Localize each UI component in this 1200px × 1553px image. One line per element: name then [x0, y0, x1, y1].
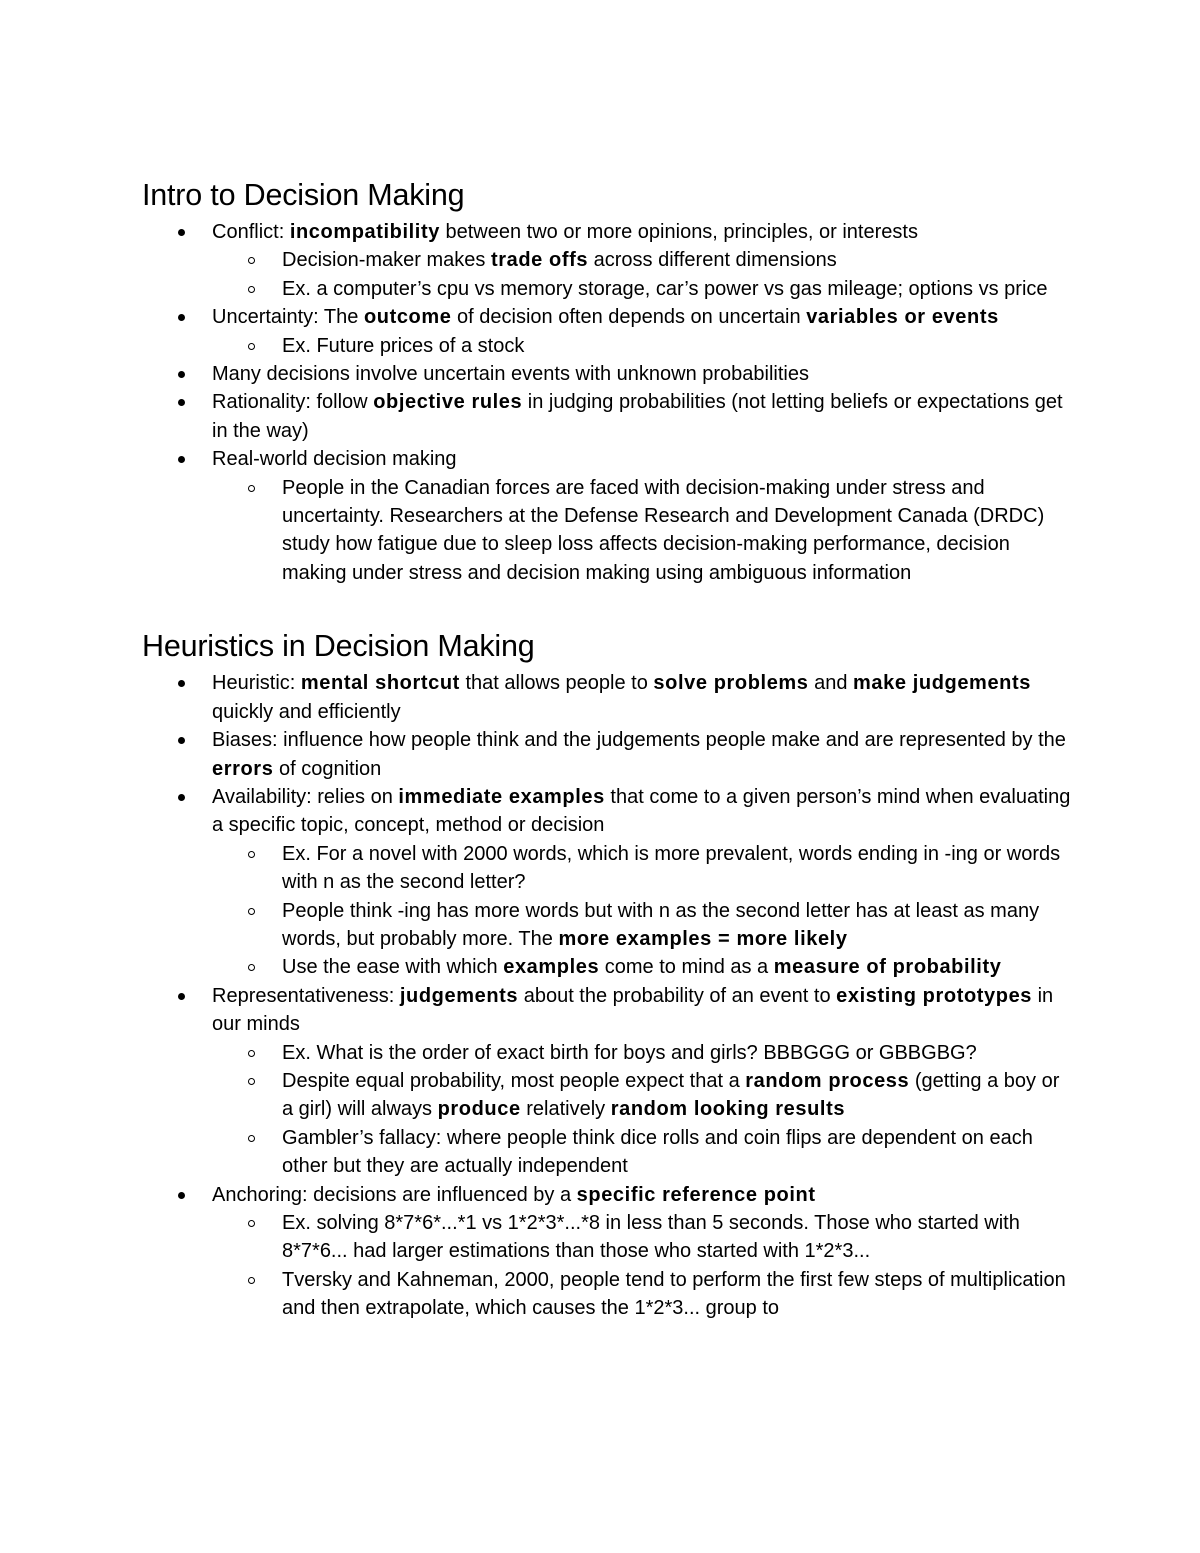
- bold-term: judgements: [399, 984, 519, 1007]
- text-segment: Many decisions involve uncertain events with unknown probabilities: [212, 363, 809, 386]
- bold-term: produce: [437, 1098, 521, 1121]
- text-segment: come to mind as a: [599, 956, 774, 979]
- list-item: [142, 360, 1072, 388]
- bold-term: trade offs: [490, 249, 589, 272]
- hollow-bullet-icon: [248, 851, 255, 858]
- item-text: [212, 218, 1072, 246]
- text-segment: Anchoring: decisions are influenced by a: [212, 1183, 577, 1206]
- filled-bullet-icon: [178, 1192, 185, 1199]
- item-text: [212, 388, 1072, 445]
- filled-bullet-icon: [178, 794, 185, 801]
- filled-bullet-icon: [178, 456, 185, 463]
- hollow-bullet-icon: [248, 257, 255, 264]
- item-text: [212, 783, 1072, 840]
- text-segment: in judging probabilities (not letting beliefs or expectations get in the way): [212, 391, 1063, 442]
- hollow-bullet-icon: [248, 286, 255, 293]
- bold-term: variables or events: [806, 306, 999, 329]
- sub-list-item: [142, 1039, 1072, 1067]
- bullet-list: [142, 218, 1072, 587]
- text-segment: that allows people to: [459, 672, 654, 695]
- text-segment: of cognition: [273, 757, 382, 780]
- bold-term: make judgements: [853, 672, 1031, 695]
- list-item: [142, 1181, 1072, 1209]
- sub-list-item: [142, 953, 1072, 981]
- sub-list-item: [142, 1209, 1072, 1266]
- filled-bullet-icon: [178, 993, 185, 1000]
- hollow-bullet-icon: [248, 1277, 255, 1284]
- item-text: [282, 1067, 1072, 1124]
- bold-term: errors: [212, 757, 274, 780]
- sub-list-item: [142, 332, 1072, 360]
- filled-bullet-icon: [178, 371, 185, 378]
- sub-list-item: [142, 897, 1072, 954]
- bold-term: measure of probability: [773, 956, 1002, 979]
- item-text: [212, 303, 1072, 331]
- text-segment: People in the Canadian forces are faced with decision-making under stress and uncertainty. Researchers at the Defense Research and Development Canada (DRDC) study how fatigue due to sleep loss affects decision-making performance, decision making under stress and decision making using ambiguous information: [282, 476, 1045, 584]
- bold-term: outcome: [363, 306, 452, 329]
- sub-list-item: [142, 275, 1072, 303]
- item-text: [212, 669, 1072, 726]
- list-item: [142, 445, 1072, 473]
- item-text: [282, 953, 1072, 981]
- item-text: [282, 332, 1072, 360]
- bold-term: solve problems: [653, 672, 809, 695]
- section-heading: Heuristics in Decision Making: [142, 629, 535, 664]
- hollow-bullet-icon: [248, 964, 255, 971]
- hollow-bullet-icon: [248, 1220, 255, 1227]
- hollow-bullet-icon: [248, 1135, 255, 1142]
- bullet-list: [142, 669, 1072, 1322]
- bold-term: random process: [745, 1069, 910, 1092]
- hollow-bullet-icon: [248, 1078, 255, 1085]
- hollow-bullet-icon: [248, 1050, 255, 1057]
- item-text: [212, 982, 1072, 1039]
- bold-term: specific reference point: [576, 1183, 816, 1206]
- text-segment: Representativeness:: [212, 984, 400, 1007]
- item-text: [212, 1181, 1072, 1209]
- document-body: [142, 172, 1072, 1323]
- text-segment: Heuristic:: [212, 672, 301, 695]
- text-segment: (getting a boy or a girl) will always: [282, 1069, 1060, 1121]
- sub-list-item: [142, 1124, 1072, 1181]
- list-item: [142, 982, 1072, 1039]
- text-segment: Decision-maker makes: [282, 249, 491, 272]
- text-segment: Real-world decision making: [212, 448, 457, 471]
- bold-term: objective rules: [373, 391, 523, 414]
- item-text: [282, 246, 1072, 274]
- text-segment: Ex. Future prices of a stock: [282, 334, 525, 357]
- bold-term: examples: [503, 956, 600, 979]
- text-segment: Conflict:: [212, 221, 290, 243]
- item-text: [282, 1039, 1072, 1067]
- text-segment: and: [808, 672, 854, 695]
- text-segment: Ex. For a novel with 2000 words, which is more prevalent, words ending in -ing or words with n as the second letter?: [282, 842, 1061, 894]
- text-segment: Biases: influence how people think and the judgements people make and are represented by the: [212, 729, 1066, 752]
- text-segment: Despite equal probability, most people expect that a: [282, 1069, 746, 1092]
- filled-bullet-icon: [178, 399, 185, 406]
- item-text: [282, 840, 1072, 897]
- list-item: [142, 726, 1072, 783]
- text-segment: about the probability of an event to: [518, 984, 837, 1007]
- bold-term: mental shortcut: [300, 672, 460, 695]
- list-item: [142, 388, 1072, 445]
- text-segment: Availability: relies on: [212, 785, 399, 808]
- text-segment: relatively: [520, 1098, 611, 1121]
- sub-list-item: [142, 246, 1072, 274]
- item-text: [282, 474, 1072, 588]
- filled-bullet-icon: [178, 737, 185, 744]
- text-segment: that come to a given person’s mind when evaluating a specific topic, concept, method or decision: [212, 785, 1071, 837]
- sub-list-item: [142, 474, 1072, 588]
- sub-list-item: [142, 1067, 1072, 1124]
- text-segment: Rationality: follow: [212, 391, 374, 414]
- text-segment: quickly and efficiently: [212, 700, 401, 723]
- filled-bullet-icon: [178, 229, 185, 236]
- text-segment: Ex. solving 8*7*6*...*1 vs 1*2*3*...*8 in less than 5 seconds. Those who started with 8*7*6... had larger estimations than those who started with 1*2*3...: [282, 1212, 1020, 1263]
- filled-bullet-icon: [178, 314, 185, 321]
- text-segment: People think -ing has more words but with n as the second letter has at least as many words, but probably more. The: [282, 899, 1040, 950]
- text-segment: across different dimensions: [588, 249, 837, 272]
- list-item: [142, 218, 1072, 246]
- bold-term: incompatibility: [289, 221, 440, 243]
- text-segment: Gambler’s fallacy: where people think dice rolls and coin flips are dependent on each other but they are actually independent: [282, 1126, 1033, 1178]
- item-text: [282, 1124, 1072, 1181]
- section-heading: Intro to Decision Making: [142, 178, 465, 212]
- list-item: [142, 783, 1072, 840]
- sub-list-item: [142, 1266, 1072, 1323]
- text-segment: Use the ease with which: [282, 956, 504, 979]
- item-text: [282, 897, 1072, 954]
- item-text: [212, 726, 1072, 783]
- text-segment: of decision often depends on uncertain: [451, 306, 807, 329]
- list-item: [142, 303, 1072, 331]
- text-segment: Uncertainty: The: [212, 306, 364, 329]
- list-item: [142, 669, 1072, 726]
- bold-term: more examples = more likely: [558, 927, 848, 950]
- hollow-bullet-icon: [248, 485, 255, 492]
- text-segment: Ex. a computer’s cpu vs memory storage, car’s power vs gas mileage; options vs price: [282, 277, 1048, 300]
- item-text: [282, 1266, 1072, 1323]
- filled-bullet-icon: [178, 680, 185, 687]
- item-text: [212, 360, 1072, 388]
- hollow-bullet-icon: [248, 343, 255, 350]
- bold-term: existing prototypes: [836, 984, 1033, 1007]
- bold-term: random looking results: [610, 1098, 846, 1121]
- text-segment: in our minds: [212, 984, 1054, 1036]
- item-text: [282, 1209, 1072, 1266]
- item-text: [212, 445, 1072, 473]
- bold-term: immediate examples: [398, 785, 605, 808]
- hollow-bullet-icon: [248, 908, 255, 915]
- text-segment: Tversky and Kahneman, 2000, people tend to perform the first few steps of multiplication and then extrapolate, which causes the 1*2*3... group to: [282, 1268, 1066, 1320]
- text-segment: between two or more opinions, principles, or interests: [439, 221, 918, 243]
- item-text: [282, 275, 1072, 303]
- sub-list-item: [142, 840, 1072, 897]
- text-segment: Ex. What is the order of exact birth for boys and girls? BBBGGG or GBBGBG?: [282, 1041, 977, 1064]
